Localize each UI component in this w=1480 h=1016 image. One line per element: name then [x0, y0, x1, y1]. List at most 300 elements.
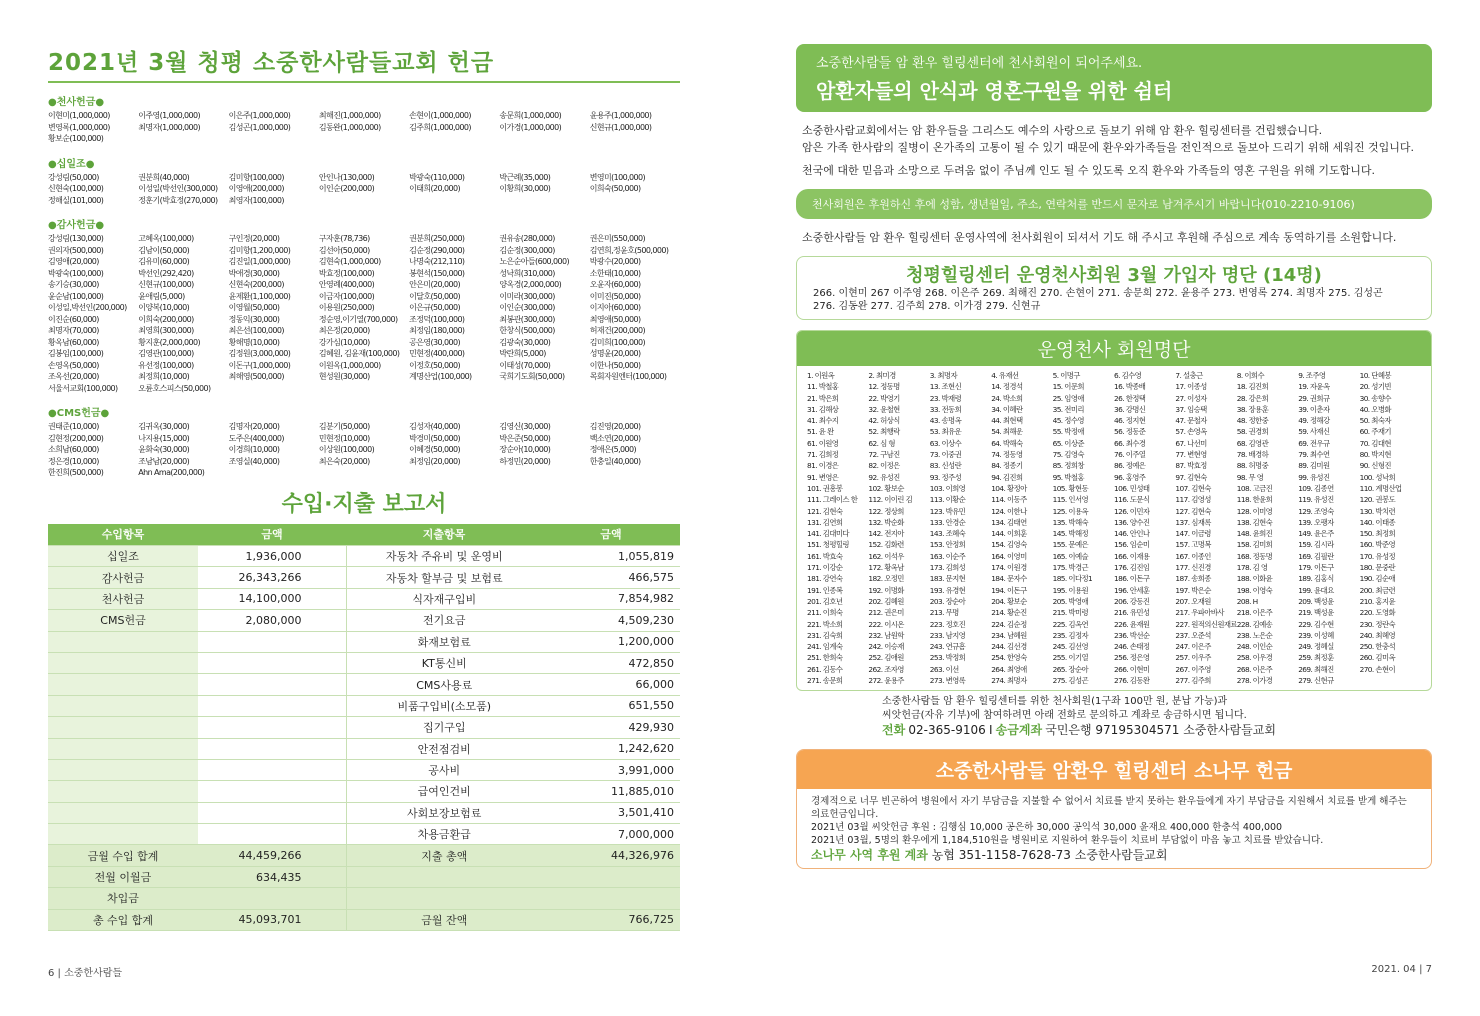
member-entry: 209. 백성윤	[1298, 596, 1334, 606]
member-entry: 82. 이정은	[868, 461, 900, 471]
member-entry: 118. 한윤희	[1236, 495, 1273, 505]
table-cell	[542, 866, 680, 887]
donation-section	[48, 155, 680, 207]
donation-section	[48, 404, 680, 479]
member-entry: 10. 단혜봉	[1359, 371, 1391, 380]
member-entry: 115. 인서영	[1052, 495, 1089, 505]
donor-entry: 권분희(40,000)	[138, 172, 190, 182]
table-cell	[198, 888, 346, 909]
table-cell: 안전점검비	[346, 738, 542, 759]
member-entry: 35. 전미리	[1052, 404, 1084, 414]
member-entry: 234. 남혜원	[991, 630, 1027, 640]
member-entry: 77. 변현영	[1175, 450, 1207, 460]
donor-entry: 정동익(30,000)	[228, 314, 280, 324]
operating-members-box	[796, 330, 1432, 691]
member-entry: 39. 이춘자	[1298, 404, 1330, 414]
table-cell: 2,080,000	[198, 610, 346, 631]
member-entry: 167. 이종인	[1175, 551, 1211, 561]
member-entry: 174. 이원경	[991, 563, 1027, 573]
table-cell: CMS헌금	[48, 610, 198, 631]
donor-entry: 김동완(1,000,000)	[318, 122, 381, 132]
member-entry: 213. 무명	[929, 608, 959, 618]
donation-list	[48, 93, 680, 479]
member-entry: 90. 신형진	[1359, 461, 1391, 471]
table-cell: 자동차 주유비 및 운영비	[346, 546, 542, 567]
donor-entry: 이희숙(50,000)	[589, 184, 641, 193]
member-entry: 31. 김해상	[807, 404, 839, 414]
donor-entry: 김순정(300,000)	[499, 245, 555, 255]
donor-entry: 민현정(10,000)	[318, 433, 370, 443]
table-cell: 지출 총액	[346, 845, 542, 866]
donor-entry: 김미희(100,000)	[589, 337, 646, 347]
member-entry: 1. 이원옥	[807, 371, 835, 380]
member-entry: 260. 김미옥	[1359, 653, 1396, 663]
donor-entry: 계명산업(100,000)	[409, 372, 472, 381]
donor-entry: 박광수(20,000)	[589, 257, 641, 266]
table-cell: 비품구입비(소모품)	[346, 695, 542, 716]
member-entry: 40. 오병화	[1359, 404, 1391, 414]
member-entry: 223. 정호진	[929, 619, 966, 629]
donor-entry: 소희남(60,000)	[48, 445, 99, 454]
donor-entry: 조정덕(100,000)	[409, 314, 465, 324]
member-entry: 159. 김시라	[1298, 540, 1334, 550]
table-cell: 집기구입	[346, 717, 542, 738]
member-entry: 69. 전우규	[1298, 438, 1330, 448]
member-entry: 158. 김미희	[1236, 540, 1273, 550]
page-footer-right: 2021. 04 | 7	[1371, 964, 1432, 975]
member-entry: 67. 나선미	[1175, 438, 1207, 448]
support-paragraph: 소중한사람들 암 환우 힐링센터 운영사역에 천사회원이 되셔서 기도 해 주시고 후원해 주심으로 계속 동역하기를 소원합니다.	[802, 231, 1397, 244]
donation-heading: ●감사헌금●	[48, 220, 105, 231]
donor-entry: 최봉관(300,000)	[499, 314, 555, 324]
donor-entry: 공은영(30,000)	[409, 337, 460, 347]
member-entry: 74. 정동영	[991, 450, 1023, 460]
contact-info	[796, 691, 1432, 743]
member-entry: 275. 김성곤	[1052, 676, 1089, 686]
donor-entry: 김영관(100,000)	[138, 349, 194, 358]
member-entry: 182. 오정민	[868, 574, 904, 584]
member-entry: 156. 임순미	[1114, 540, 1150, 550]
table-cell: 금월 잔액	[346, 909, 542, 930]
table-cell: 식자재구입비	[346, 588, 542, 609]
member-entry: 50. 최숙자	[1359, 416, 1391, 426]
donor-entry: 변영미(100,000)	[589, 172, 646, 182]
donor-entry: 최영애(50,000)	[589, 314, 641, 324]
donor-entry: 박은준(50,000)	[499, 433, 551, 443]
account-label: 송금계좌	[995, 723, 1043, 738]
member-entry: 253. 박정희	[929, 653, 966, 663]
report-header-cell: 수입항목	[48, 524, 198, 546]
healing-banner	[796, 44, 1432, 112]
donor-entry: 이경희(10,000)	[228, 445, 280, 454]
donor-entry: 김광숙(30,000)	[499, 337, 551, 347]
table-cell	[48, 759, 198, 780]
donor-entry: 최은선(100,000)	[228, 326, 284, 335]
table-cell: 전월 이월금	[48, 866, 198, 887]
member-entry: 230. 정란숙	[1359, 619, 1396, 629]
member-entry: 109. 김종연	[1298, 483, 1334, 493]
member-entry: 228. 김예송	[1236, 619, 1273, 629]
table-row	[48, 631, 680, 652]
member-entry: 73. 이중권	[929, 450, 962, 460]
member-entry: 15. 이문희	[1052, 382, 1084, 392]
table-cell: 1,200,000	[542, 631, 680, 652]
member-entry: 79. 최수연	[1298, 450, 1330, 460]
donor-entry: 김명자(20,000)	[228, 422, 280, 431]
report-header-cell: 지출항목	[346, 524, 542, 546]
table-row	[48, 866, 680, 887]
donor-entry: 황보순(100,000)	[48, 134, 104, 143]
member-entry: 243. 연규흠	[929, 642, 966, 652]
member-entry: 193. 유경현	[929, 585, 966, 595]
table-cell: 7,854,982	[542, 588, 680, 609]
member-entry: 231. 김숙희	[807, 630, 843, 640]
join-line: 276. 김동완 277. 김주희 278. 이가경 279. 신현규	[813, 301, 1041, 312]
table-row	[48, 845, 680, 866]
member-entry: 142. 전지아	[868, 529, 904, 539]
member-entry: 196. 안세훈	[1114, 585, 1150, 595]
member-entry: 61. 이원영	[807, 438, 839, 448]
member-entry: 29. 권희규	[1298, 393, 1330, 403]
donation-grid	[48, 172, 680, 207]
donor-entry: 김연희,정윤호(500,000)	[589, 245, 669, 255]
member-entry: 103. 이희영	[929, 483, 966, 493]
member-entry: 55. 박정애	[1052, 427, 1084, 437]
sonamu-account-label: 소나무 사역 후원 계좌	[811, 848, 928, 863]
member-entry: 84. 정종기	[991, 461, 1023, 471]
member-entry: 119. 유성진	[1298, 495, 1334, 505]
sonamu-title: 소중한사람들 암환우 힐링센터 소나무 헌금	[797, 750, 1431, 789]
intro-line: 소중한사람교회에서는 암 환우들을 그리스도 예수의 사랑으로 돌보기 위해 암 환우 힐링센터를 건립했습니다.	[802, 124, 1323, 137]
donor-entry: 정훈기(박효정(270,000)	[138, 195, 218, 205]
member-entry: 239. 이성혜	[1298, 630, 1334, 640]
donor-entry: 최영자(100,000)	[228, 195, 284, 205]
member-entry: 170. 유성정	[1359, 551, 1396, 561]
table-row	[48, 610, 680, 631]
member-entry: 217. 우파아바사	[1175, 608, 1224, 618]
member-entry: 188. 이화윤	[1236, 574, 1273, 584]
intro-paragraph	[796, 122, 1432, 179]
member-entry: 173. 김희성	[929, 563, 966, 573]
member-entry: 59. 사재신	[1298, 427, 1330, 437]
member-entry: 180. 문중란	[1359, 563, 1396, 573]
member-entry: 26. 한정택	[1114, 393, 1146, 403]
member-entry: 264. 최영애	[991, 664, 1027, 674]
member-entry: 242. 이승재	[868, 642, 904, 652]
donation-section	[48, 216, 680, 394]
member-entry: 269. 최해진	[1298, 664, 1334, 674]
member-entry: 179. 이돈구	[1298, 563, 1334, 573]
operating-members-title: 운영천사 회원명단	[797, 331, 1431, 366]
table-cell	[198, 824, 346, 845]
member-entry: 134. 김태연	[991, 517, 1027, 527]
member-entry: 41. 최수지	[807, 416, 839, 426]
member-entry: 51. 윤 완	[807, 427, 834, 437]
member-entry: 86. 정예은	[1114, 461, 1146, 471]
member-entry: 221. 박소희	[807, 619, 843, 629]
member-entry: 143. 조혜숙	[929, 529, 966, 539]
donor-entry: 조영실(40,000)	[228, 456, 280, 466]
donor-entry: 이성일(박선인(300,000)	[138, 184, 218, 193]
member-entry: 30. 송향수	[1359, 393, 1391, 403]
donor-entry: 백소연(20,000)	[589, 433, 641, 443]
member-entry: 132. 박순화	[868, 517, 904, 527]
table-cell	[198, 738, 346, 759]
member-entry: 139. 오팽자	[1298, 517, 1334, 527]
donor-entry: 이돈구(1,000,000)	[228, 360, 291, 370]
separator: I	[988, 723, 993, 738]
member-entry: 274. 최명자	[991, 676, 1027, 686]
donor-entry: 구자훈(78,736)	[318, 234, 370, 243]
member-entry: 153. 안정희	[929, 540, 966, 550]
donation-heading: ●CMS헌금●	[48, 408, 110, 419]
member-entry: 258. 이우경	[1236, 653, 1273, 663]
member-entry: 104. 황정아	[991, 483, 1027, 493]
donor-entry: 이지아(60,000)	[589, 303, 641, 312]
member-entry: 101. 권흥봉	[807, 483, 843, 493]
donor-entry: 최정임(180,000)	[409, 326, 465, 335]
member-entry: 185. 이다정1	[1052, 574, 1093, 584]
table-cell: 차용금환급	[346, 824, 542, 845]
donor-entry: 권태준(10,000)	[48, 422, 99, 431]
donor-entry: 신현규(100,000)	[138, 280, 194, 289]
member-entry: 99. 유성진	[1298, 472, 1330, 482]
donor-entry: 박란희(5,000)	[499, 349, 546, 358]
member-entry: 100. 성낙희	[1359, 472, 1396, 482]
donor-entry: 한충일(40,000)	[589, 456, 641, 466]
member-entry: 58. 권경희	[1236, 427, 1269, 437]
donor-entry: 김성자(40,000)	[409, 422, 460, 431]
donor-entry: 김봉임(100,000)	[48, 349, 104, 358]
member-entry: 46. 정지현	[1114, 416, 1146, 426]
member-entry: 105. 황현동	[1052, 483, 1089, 493]
member-entry: 164. 이영미	[991, 551, 1027, 561]
donor-entry: 박근례(35,000)	[499, 172, 551, 182]
table-cell: 44,326,976	[542, 845, 680, 866]
member-entry: 66. 최수경	[1114, 438, 1146, 448]
phone-number: 02-365-9106	[908, 723, 986, 738]
table-cell	[198, 674, 346, 695]
table-cell: 1,936,000	[198, 546, 346, 567]
member-entry: 218. 이은주	[1236, 608, 1273, 618]
member-entry: 232. 남원학	[868, 630, 904, 640]
member-entry: 125. 이용옥	[1052, 506, 1089, 516]
donor-entry: 신현규(1,000,000)	[589, 122, 652, 132]
donor-entry: 윤용주(1,000,000)	[589, 111, 652, 120]
member-entry: 138. 김현숙	[1236, 517, 1273, 527]
member-entry: 62. 심 형	[868, 438, 895, 448]
table-cell	[48, 695, 198, 716]
member-entry: 233. 남지영	[929, 630, 966, 640]
member-entry: 187. 송희종	[1175, 574, 1211, 584]
member-entry: 162. 이석우	[868, 551, 904, 561]
member-entry: 279. 신현규	[1298, 676, 1334, 686]
sonamu-offering-box	[796, 749, 1432, 869]
member-entry: 270. 손현이	[1359, 664, 1396, 674]
join-list	[813, 287, 1415, 313]
member-entry: 57. 손영옥	[1175, 427, 1207, 437]
table-cell	[198, 717, 346, 738]
donor-entry: 이정호(50,000)	[409, 360, 460, 370]
donor-entry: 현성원(30,000)	[318, 372, 370, 381]
table-cell: 44,459,266	[198, 845, 346, 866]
donor-entry: 이가경(1,000,000)	[499, 122, 562, 132]
table-cell: 45,093,701	[198, 909, 346, 930]
table-row	[48, 652, 680, 673]
member-entry: 81. 이경은	[807, 461, 839, 471]
member-entry: 97. 김현숙	[1175, 472, 1207, 482]
donor-entry: 박경미(50,000)	[409, 433, 460, 443]
donor-entry: Ahn Ama(200,000)	[138, 468, 205, 477]
table-row	[48, 546, 680, 567]
member-entry: 83. 신성란	[929, 461, 962, 471]
member-entry: 168. 정동명	[1236, 551, 1273, 561]
member-entry: 163. 이순주	[929, 551, 966, 561]
table-cell: CMS사용료	[346, 674, 542, 695]
member-entry: 192. 이명화	[868, 585, 904, 595]
member-entry: 78. 배경하	[1236, 450, 1269, 460]
member-entry: 12. 정동명	[868, 382, 900, 392]
member-entry: 44. 최현택	[991, 416, 1023, 426]
member-entry: 157. 고명복	[1175, 540, 1211, 550]
member-entry: 137. 심재록	[1175, 517, 1211, 527]
donor-entry: 이태성(70,000)	[499, 360, 551, 370]
donor-entry: 김선아(50,000)	[318, 245, 370, 255]
donation-grid	[48, 233, 680, 394]
member-entry: 123. 박유민	[929, 506, 966, 516]
member-entry: 216. 유민성	[1114, 608, 1150, 618]
member-entry: 87. 박효정	[1175, 461, 1207, 471]
table-cell	[198, 631, 346, 652]
donor-entry: 김정원(3,000,000)	[228, 349, 291, 358]
donor-entry: 송기승(30,000)	[48, 280, 99, 289]
member-entry: 226. 윤재원	[1114, 619, 1150, 629]
member-entry: 200. 최금련	[1359, 585, 1396, 595]
donor-entry: 성낙희(310,000)	[499, 268, 555, 278]
donor-entry: 송문희(1,000,000)	[499, 111, 562, 120]
donor-entry: 목회자원엔터(100,000)	[589, 372, 667, 381]
donor-entry: 김혜원, 김윤재(100,000)	[318, 349, 400, 358]
donor-entry: 노은순아들(600,000)	[499, 257, 569, 266]
member-entry: 21. 박은희	[807, 393, 839, 403]
donor-entry: 민현정(400,000)	[409, 349, 465, 358]
member-entry: 147. 이금령	[1175, 529, 1211, 539]
member-entry: 49. 정해강	[1298, 416, 1330, 426]
donor-entry: 이영월(50,000)	[228, 303, 280, 312]
member-entry: 263. 이선	[929, 664, 959, 674]
member-entry: 266. 이현미	[1114, 664, 1150, 674]
member-entry: 116. 도문식	[1114, 495, 1150, 505]
donor-entry: 국희기도회(50,000)	[499, 372, 565, 381]
member-entry: 152. 김화련	[868, 540, 904, 550]
join-box	[796, 256, 1432, 320]
table-cell: 3,991,000	[542, 759, 680, 780]
contact-line: 소중한사람들 암 환우 힐링센터를 위한 천사회원(1구좌 100만 원, 분납 가능)과	[882, 696, 1228, 708]
member-entry: 236. 박선순	[1114, 630, 1150, 640]
member-entry: 201. 김호년	[807, 596, 843, 606]
table-cell: 14,100,000	[198, 588, 346, 609]
table-cell	[346, 866, 542, 887]
member-entry: 277. 김주희	[1175, 676, 1211, 686]
member-entry: 124. 이한나	[991, 506, 1027, 516]
table-cell	[48, 631, 198, 652]
donation-grid	[48, 421, 680, 479]
donor-entry: 김순정(290,000)	[409, 245, 465, 255]
member-entry: 11. 박철홍	[807, 382, 839, 392]
donor-entry: 김현숙(1,000,000)	[318, 257, 381, 266]
member-entry: 261. 김동수	[807, 664, 843, 674]
donor-entry: 정은경(10,000)	[48, 456, 99, 466]
member-entry: 122. 정상희	[868, 506, 904, 516]
member-entry: 219. 백성윤	[1298, 608, 1334, 618]
member-entry: 214. 황순진	[991, 608, 1027, 618]
table-cell: 11,885,010	[542, 781, 680, 802]
donor-entry: 한창식(500,000)	[499, 326, 555, 335]
member-entry: 250. 한충석	[1359, 642, 1396, 652]
member-entry: 149. 윤은주	[1298, 529, 1334, 539]
donor-entry: 장순아(10,000)	[499, 445, 551, 454]
table-cell: 651,550	[542, 695, 680, 716]
member-entry: 215. 박미령	[1052, 608, 1089, 618]
donor-entry: 박광숙(110,000)	[409, 172, 465, 182]
table-cell	[198, 802, 346, 823]
member-entry: 198. 이영숙	[1236, 585, 1273, 595]
member-entry: 18. 김진희	[1236, 382, 1269, 392]
member-entry: 76. 이주열	[1114, 450, 1146, 460]
donor-entry: 강성림(50,000)	[48, 172, 99, 182]
member-entry: 6. 김수영	[1114, 371, 1142, 380]
member-entry: 20. 성기빈	[1359, 382, 1391, 392]
table-cell: 차입금	[48, 888, 198, 909]
donation-section	[48, 93, 680, 145]
member-entry: 131. 김연희	[807, 517, 843, 527]
donor-entry: 변영록(1,000,000)	[48, 122, 110, 132]
table-cell	[198, 652, 346, 673]
donor-entry: 이인순(300,000)	[499, 303, 555, 312]
member-entry: 72. 구남진	[868, 450, 900, 460]
member-entry: 53. 최유운	[929, 427, 962, 437]
donor-entry: 나지용(15,000)	[138, 433, 190, 443]
member-entry: 117. 김영성	[1175, 495, 1211, 505]
member-entry: 126. 이민자	[1114, 506, 1150, 516]
donor-entry: 김유미(60,000)	[138, 257, 190, 266]
member-entry: 88. 허명중	[1236, 461, 1269, 471]
donor-entry: 박애경(30,000)	[228, 268, 280, 278]
member-entry: 130. 박치련	[1359, 506, 1396, 516]
table-cell: 466,575	[542, 567, 680, 588]
member-entry: 36. 강명신	[1114, 404, 1146, 414]
sonamu-line: 2021년 03월, 5명의 환우에게 1,184,510원을 병원비로 지원하여 환우들이 치료비 부담없이 마음 놓고 치료를 받았습니다.	[811, 835, 1324, 847]
donor-entry: 한진희(500,000)	[48, 468, 104, 477]
table-cell: 감사헌금	[48, 567, 198, 588]
table-cell	[198, 759, 346, 780]
donor-entry: 정애은(5,000)	[589, 445, 637, 454]
member-entry: 177. 신진경	[1175, 563, 1211, 573]
member-entry: 183. 문지현	[929, 574, 966, 584]
table-cell: 766,725	[542, 909, 680, 930]
account-number: 국민은행 97195304571 소중한사람들교회	[1045, 723, 1276, 738]
table-row	[48, 802, 680, 823]
member-entry: 267. 이주영	[1175, 664, 1211, 674]
member-entry: 268. 이은주	[1236, 664, 1273, 674]
member-entry: 145. 박해정	[1052, 529, 1089, 539]
table-cell: 4,509,230	[542, 610, 680, 631]
member-entry: 8. 이희수	[1236, 371, 1265, 380]
table-row	[48, 909, 680, 930]
member-entry: 114. 이동주	[991, 495, 1027, 505]
member-entry: 227. 원적의신원재료	[1175, 619, 1237, 629]
notice-pill: 천사회원은 후원하신 후에 성함, 생년월일, 주소, 연락처를 반드시 문자로 남겨주시기 바랍니다(010-2210-9106)	[796, 189, 1432, 219]
